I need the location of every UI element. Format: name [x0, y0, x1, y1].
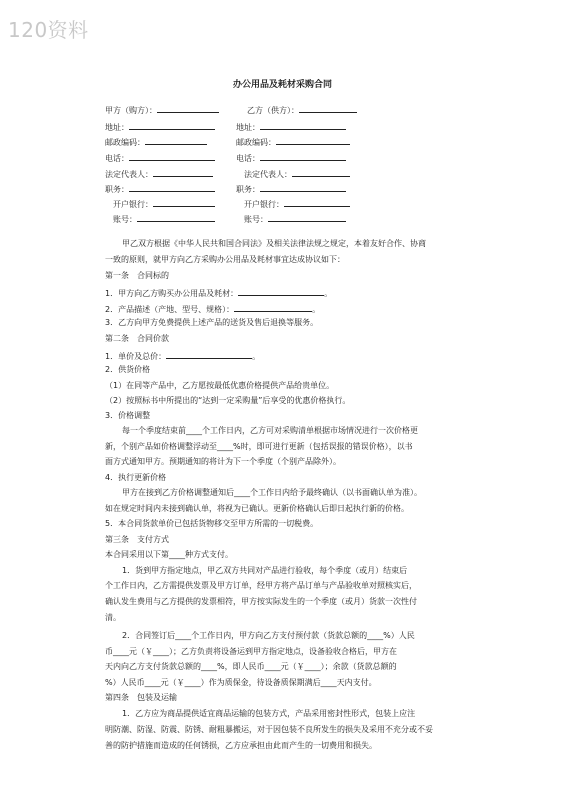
party-b-postcode: 邮政编码：: [236, 135, 350, 148]
article-2-item-2b: （2）按照标书中所提出的“达到一定采购量”后享受的优惠价格执行。: [105, 396, 351, 405]
party-b-rep: 法定代表人：: [244, 167, 350, 180]
article-3-item-2-l2: 币____元（￥____）；乙方负责将设备运到甲方指定地点，设备验收合格后，甲方在: [105, 647, 397, 656]
article-3-intro: 本合同采用以下第____种方式支付。: [105, 550, 233, 559]
intro-line-2: 一致的原则，就甲方向乙方采购办公用品及耗材事宜达成协议如下：: [105, 255, 345, 264]
article-1-item-1: 1．甲方向乙方购买办公用品及耗材： 。: [105, 286, 332, 299]
article-3-item-2-l4: %）人民币____元（￥____）作为质保金，待设备质保期满后____天内支付。: [105, 678, 377, 687]
article-2-item-4-p2: 如在规定时间内未接到确认单，将视为已确认。更新价格确认后即日起执行新的价格。: [105, 504, 409, 513]
article-2-item-3-p2: 新，个别产品如价格调整浮动至____%时，即可进行更新（包括误报的错误价格），以书: [105, 442, 413, 451]
party-b-name: 乙方（供方）：: [247, 103, 357, 116]
article-1-heading: 第一条 合同标的: [105, 271, 169, 280]
article-3-item-2-l3: 天内向乙方支付货款总额的____%，即人民币____元（￥____）；余款（货款总额的: [105, 662, 397, 671]
article-3-heading: 第三条 支付方式: [105, 535, 169, 544]
party-a-address: 地址：: [105, 120, 215, 133]
article-2-item-3: 3．价格调整: [105, 411, 151, 420]
article-4-item-1-l3: 善的防护措施而造成的任何锈损，乙方应承担由此而产生的一切费用和损失。: [105, 741, 377, 750]
party-a-title: 职务：: [105, 182, 215, 195]
article-2-item-3-p1: 每一个季度结束前____个工作日内，乙方可对采购清单根据市场情况进行一次价格更: [122, 426, 418, 435]
party-b-bank: 开户银行：: [244, 197, 350, 210]
article-4-heading: 第四条 包装及运输: [105, 693, 177, 702]
party-a-name: 甲方（购方）：: [105, 103, 219, 116]
party-b-title: 职务：: [236, 182, 346, 195]
article-2-item-2a: （1）在同等产品中，乙方愿按最低优惠价格提供产品给贵单位。: [105, 381, 335, 390]
article-2-heading: 第二条 合同价款: [105, 334, 169, 343]
document-title: 办公用品及耗材采购合同: [232, 80, 332, 90]
article-2-item-1: 1．单价及总价： 。: [105, 349, 260, 362]
party-a-bank: 开户银行：: [113, 197, 215, 210]
article-4-item-1-l2: 明防潮、防湿、防震、防锈、耐粗暴搬运，对于因包装不良所发生的损失及采用不充分或不妥: [105, 725, 433, 734]
article-2-item-4: 4．执行更新价格: [105, 473, 167, 482]
article-3-item-1-l3: 确认发生费用与乙方提供的发票相符，甲方按实际发生的一个季度（或月）货款一次性付: [105, 597, 417, 606]
party-a-rep: 法定代表人：: [105, 167, 213, 180]
party-a-phone: 电话：: [105, 151, 215, 164]
article-4-item-1-l1: 1．乙方应为商品提供适宜商品运输的包装方式，产品采用密封性形式，包装上应注: [122, 709, 416, 718]
party-b-account: 账号：: [244, 212, 346, 225]
party-a-account: 账号：: [113, 212, 215, 225]
article-2-item-3-p3: 面方式通知甲方。预期通知的将计为下一个季度（个别产品除外）。: [105, 457, 341, 466]
article-1-item-2: 2．产品描述（产地、型号、规格）： 。: [105, 302, 320, 315]
intro-line-1: 甲乙双方根据《中华人民共和国合同法》及相关法律法规之规定，本着友好合作、协商: [122, 239, 426, 248]
party-b-phone: 电话：: [236, 151, 346, 164]
watermark-text: 120资料: [8, 18, 89, 42]
article-1-item-3: 3．乙方向甲方免费提供上述产品的送货及售后退换等服务。: [105, 318, 319, 327]
article-3-item-1-l2: 个工作日内，乙方需提供发票及甲方订单，经甲方将产品订单与产品验收单对照核实后，: [105, 581, 417, 590]
article-3-item-2-l1: 2．合同签订后____个工作日内，甲方向乙方支付预付款（货款总额的____%）人民: [122, 631, 415, 640]
article-3-item-1-l4: 清。: [105, 613, 121, 622]
article-2-item-2: 2．供货价格: [105, 365, 151, 374]
party-b-address: 地址：: [236, 120, 346, 133]
party-a-postcode: 邮政编码：: [105, 135, 207, 148]
article-2-item-5: 5．本合同货款单价已包括货物移交至甲方所需的一切税费。: [105, 519, 319, 528]
article-2-item-4-p1: 甲方在接到乙方价格调整通知后____个工作日内给予最终确认（以书面确认单为准）。: [122, 488, 422, 497]
article-3-item-1-l1: 1．货到甲方指定地点，甲乙双方共同对产品进行验收，每个季度（或月）结束后: [122, 566, 408, 575]
